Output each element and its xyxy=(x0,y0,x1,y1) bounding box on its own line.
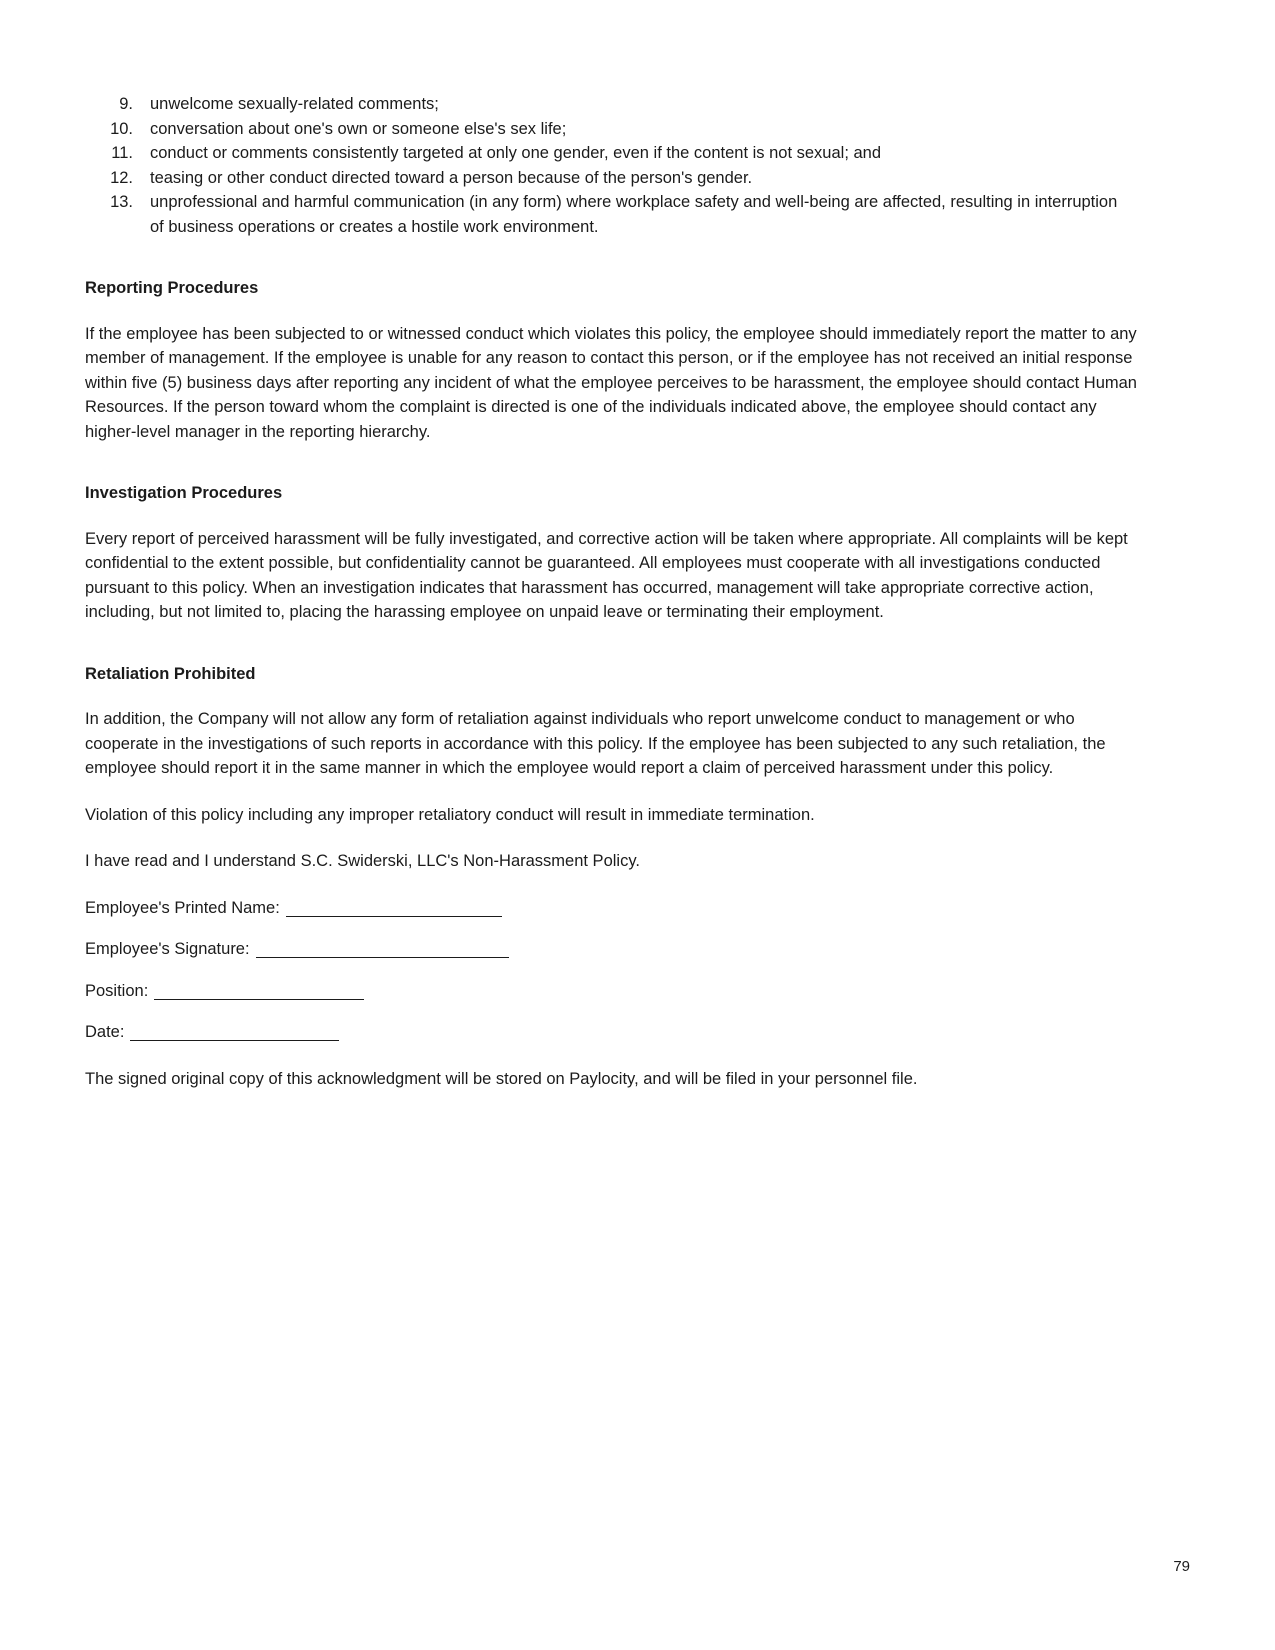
section-heading-retaliation-prohibited: Retaliation Prohibited xyxy=(85,664,256,683)
signature-blank-line xyxy=(256,951,509,958)
list-item-number: 11. xyxy=(111,144,133,162)
page-number: 79 xyxy=(1173,1558,1190,1575)
list-item-text: teasing or other conduct directed toward a person because of the person's gender. xyxy=(150,168,753,187)
signature-field-date xyxy=(85,1020,1138,1045)
printed-name-label: Employee's Printed Name: xyxy=(85,898,280,917)
list-item-number: 9. xyxy=(119,95,133,113)
list-item-text: unwelcome sexually-related comments; xyxy=(150,95,439,113)
investigation-procedures-paragraph: Every report of perceived harassment will be fully investigated, and corrective action will be taken where appropriate. All complaints will be kept confidential to the extent possible, but confidentiality cannot be guaranteed. All employees must cooperate with all investigations conducted pursuant to this policy. When an investigation indicates that harassment has occurred, management will take appropriate corrective action, including, but not limited to, placing the harassing employee on unpaid leave or terminating their employment. xyxy=(85,529,1128,621)
list-item-text: conduct or comments consistently targeted at only one gender, even if the content is not sexual; and xyxy=(150,144,882,162)
retaliation-prohibited-paragraph: In addition, the Company will not allow any form of retaliation against individuals who report unwelcome conduct to management or who cooperate in the investigations of such reports in accordance with this policy. If the employee has been subjected to any such retaliation, the employee should report it in the same manner in which the employee would report a claim of perceived harassment under this policy. xyxy=(85,710,1106,777)
reporting-procedures-paragraph: If the employee has been subjected to or witnessed conduct which violates this policy, the employee should immediately report the matter to any member of management. If the employee is unable for any reason to contact this person, or if the employee has not received an initial response within five (5) business days after reporting any incident of what the employee perceives to be harassment, the employee should contact Human Resources. If the person toward whom the complaint is directed is one of the individuals indicated above, the employee should contact any higher-level manager in the reporting hierarchy. xyxy=(85,324,1137,441)
section-heading-reporting-procedures: Reporting Procedures xyxy=(85,279,259,297)
storage-note: The signed original copy of this acknowledgment will be stored on Paylocity, and will be filed in your personnel file. xyxy=(85,1069,918,1088)
signature-field-printed-name xyxy=(85,896,1138,921)
list-item xyxy=(85,117,1138,142)
list-item-text: unprofessional and harmful communication (in any form) where workplace safety and well-being are affected, resulting in interruption of business operations or creates a hostile work environment. xyxy=(150,193,1118,236)
list-item-text: conversation about one's own or someone else's sex life; xyxy=(150,119,567,138)
list-item-number: 12. xyxy=(110,168,133,187)
signature-label: Employee's Signature: xyxy=(85,940,250,958)
prohibited-conduct-list xyxy=(85,92,1138,239)
list-item-number: 10. xyxy=(110,119,133,138)
acknowledgment-statement: I have read and I understand S.C. Swiderski, LLC's Non-Harassment Policy. xyxy=(85,852,640,870)
date-label: Date: xyxy=(85,1023,125,1041)
document-content xyxy=(85,92,1138,1091)
signature-field-position xyxy=(85,979,1138,1004)
position-blank-line xyxy=(154,993,364,1000)
signature-field-signature xyxy=(85,937,1138,962)
list-item xyxy=(85,166,1138,191)
list-item xyxy=(85,92,1138,117)
violation-statement: Violation of this policy including any improper retaliatory conduct will result in immediate termination. xyxy=(85,805,815,824)
list-item-number: 13. xyxy=(110,193,133,211)
list-item xyxy=(85,141,1138,166)
list-item xyxy=(85,190,1138,239)
printed-name-blank-line xyxy=(286,910,502,917)
position-label: Position: xyxy=(85,981,149,1000)
date-blank-line xyxy=(130,1034,339,1041)
section-heading-investigation-procedures: Investigation Procedures xyxy=(85,484,283,502)
